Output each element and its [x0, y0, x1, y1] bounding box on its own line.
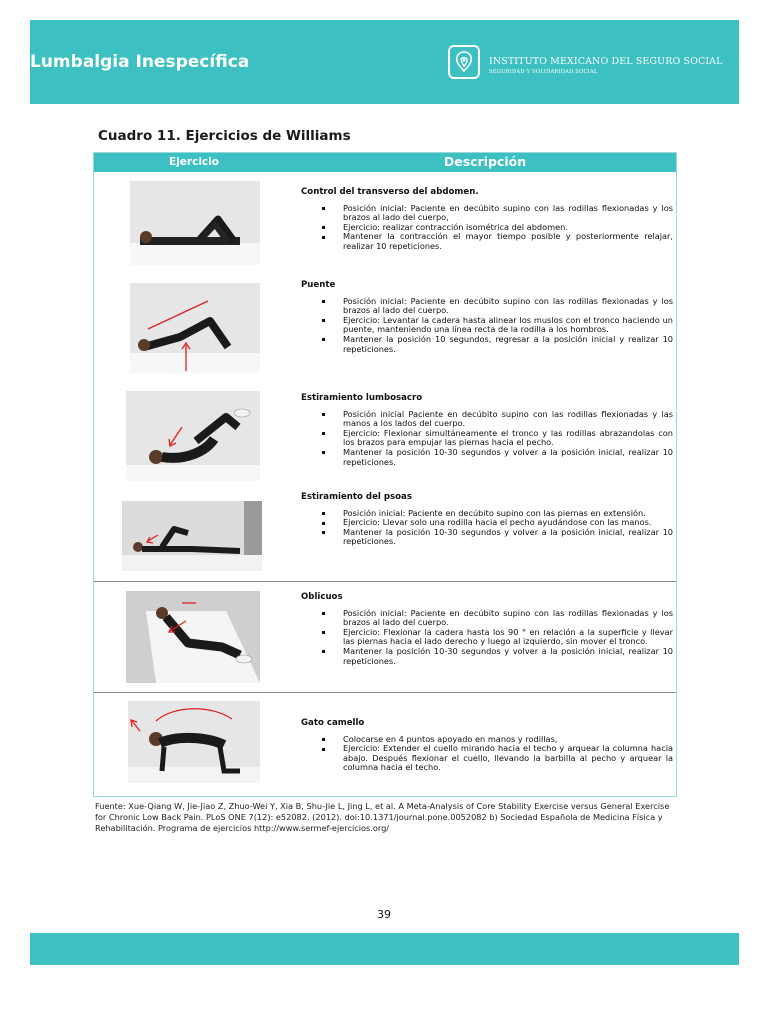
row-divider [94, 692, 676, 693]
exercise-title: Oblicuos [301, 592, 343, 602]
exercise-description [301, 593, 673, 666]
list-item: Posición inicial: Paciente en decúbito supino con las rodillas flexionadas y los brazos al lado del cuerpo. [343, 295, 673, 316]
exercise-photo-obliques [126, 591, 260, 683]
exercise-description [301, 188, 673, 252]
source-citation: Fuente: Xue-Qiang W, Jie-Jiao Z, Zhuo-Wei Y, Xia B, Shu-Jie L, Jing L, et al. A Meta-Analysis of Core Stability Exercise versus General Exercise for Chronic Low Back Pain. PLoS ONE 7(12): e52082. (2012). doi:10.1371/journal.pone.0052082 b) Sociedad Española de Medicina Física y Rehabilitación. Programa de ejercicios http://www.sermef-ejercicios.org/ [95, 801, 670, 833]
list-item: Ejercicio: Flexionar la cadera hasta los 90 ° en relación a la superficie y llevar las piernas hacia el lado derecho y luego al izquierdo, sin mover el tronco. [343, 626, 673, 647]
list-item: Posición inicial: Paciente en decúbito supino con las piernas en extensión. [343, 509, 673, 519]
document-title: Lumbalgia Inespecífica [30, 52, 250, 72]
org-subtitle: SEGURIDAD Y SOLIDARIDAD SOCIAL [489, 69, 598, 75]
exercise-description [301, 719, 673, 773]
imss-logo-icon [448, 45, 480, 79]
list-item: Mantener la posición 10 segundos, regresar a la posición inicial y realizar 10 repeticiones. [343, 333, 673, 354]
exercise-photo-bridge [130, 283, 260, 373]
page-number: 39 [377, 908, 391, 921]
list-item: Mantener la posición 10-30 segundos y volver a la posición inicial, realizar 10 repeticiones. [343, 645, 673, 666]
exercise-title: Puente [301, 280, 336, 290]
list-item: Ejercicio: Llevar solo una rodilla hacia el pecho ayudándose con las manos. [343, 518, 673, 528]
list-item: Ejercicio: Levantar la cadera hasta alinear los muslos con el tronco haciendo un puente, manteniendo una línea recta de la rodilla a los hombros. [343, 314, 673, 335]
table-header [94, 153, 676, 172]
list-item: Posición inicial Paciente en decúbito supino con las rodillas flexionadas y las manos a los lados del cuerpo. [343, 408, 673, 429]
list-item: Mantener la contracción el mayor tiempo posible y posteriormente relajar, realizar 10 repeticiones. [343, 231, 673, 251]
section-title: Cuadro 11. Ejercicios de Williams [98, 128, 351, 144]
exercise-photo-transverse [130, 181, 260, 265]
list-item: Mantener la posición 10-30 segundos y volver a la posición inicial, realizar 10 repeticiones. [343, 526, 673, 547]
exercise-description [301, 281, 673, 354]
exercise-photo-psoas [122, 501, 262, 571]
list-item: Ejercicio: Extender el cuello mirando hacia el techo y arquear la columna hacia abajo. Después flexionar el cuello, llevando la barbilla al pecho y arquear la columna hacia el techo. [343, 743, 673, 773]
list-item: Mantener la posición 10-30 segundos y volver a la posición inicial, realizar 10 repeticiones. [343, 446, 673, 467]
exercise-description [301, 493, 673, 547]
exercise-title: Estiramiento del psoas [301, 492, 412, 502]
org-name: INSTITUTO MEXICANO DEL SEGURO SOCIAL [489, 56, 723, 67]
column-header-exercise: Ejercicio [169, 156, 219, 168]
exercise-title: Gato camello [301, 718, 365, 728]
list-item: Ejercicio: realizar contracción isométrica del abdomen. [343, 223, 673, 233]
exercise-description [301, 394, 673, 467]
list-item: Posición inicial: Paciente en decúbito supino con las rodillas flexionadas y los brazos al lado del cuerpo. [343, 607, 673, 628]
exercise-table [93, 152, 677, 797]
exercise-photo-lumbosacral [126, 391, 260, 481]
row-divider [94, 581, 676, 582]
list-item: Colocarse en 4 puntos apoyado en manos y rodillas, [343, 735, 673, 745]
exercise-photo-cat-camel [128, 701, 260, 783]
list-item: Posición inicial: Paciente en decúbito supino con las rodillas flexionadas y los brazos al lado del cuerpo, [343, 202, 673, 223]
exercise-title: Estiramiento lumbosacro [301, 393, 423, 403]
exercise-title: Control del transverso del abdomen. [301, 187, 479, 197]
column-header-description: Descripción [443, 154, 527, 169]
list-item: Ejercicio: Flexionar simultáneamente el tronco y las rodillas abrazandolas con los brazos para empujar las piernas hacia el pecho. [343, 427, 673, 448]
page-footer [30, 933, 739, 965]
